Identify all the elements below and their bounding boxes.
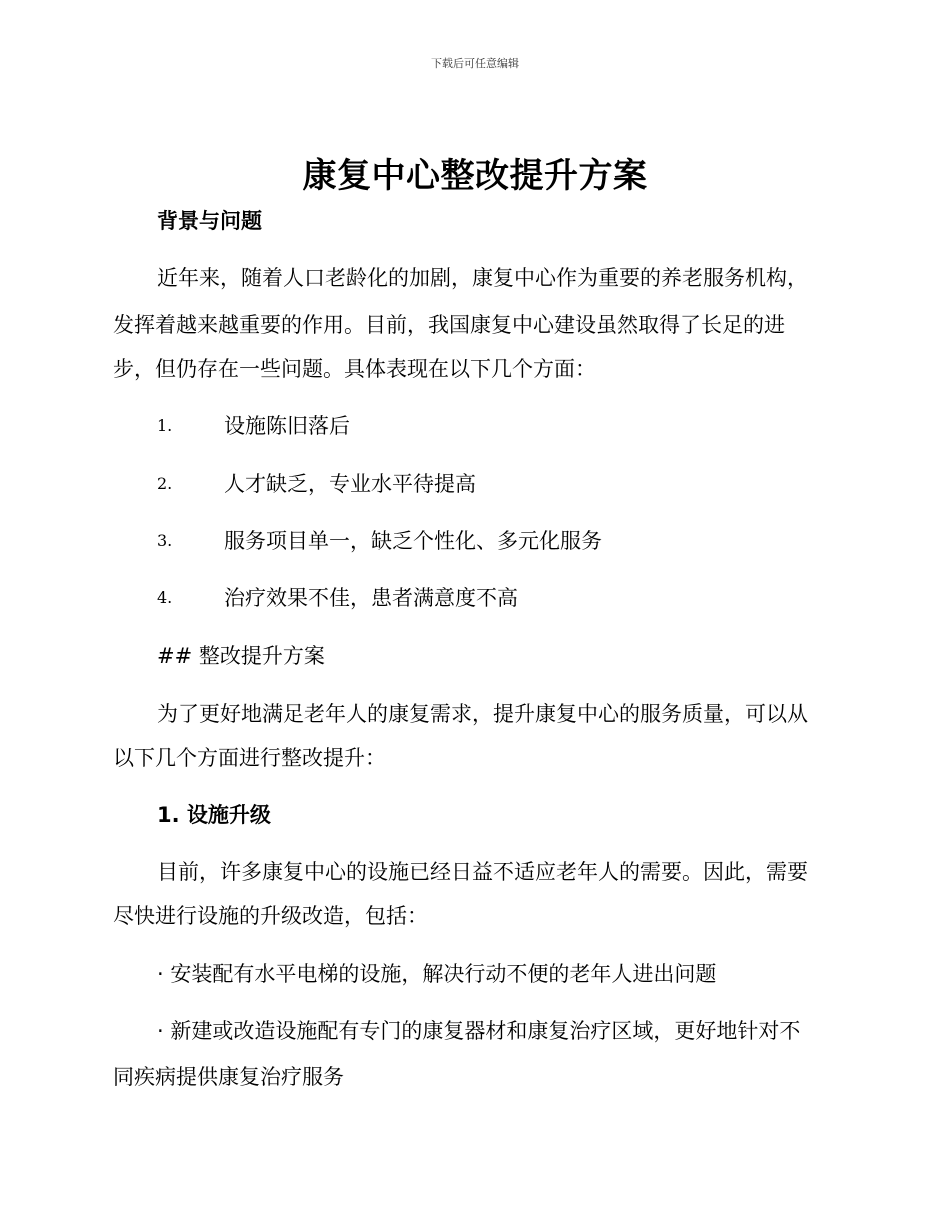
problem-list-number: 1. [157,416,173,435]
bullet-item-equipment-line-1: · 新建或改造设施配有专门的康复器材和康复治疗区域，更好地针对不 [157,1019,801,1043]
subsection-heading-facility: 1. 设施升级 [157,803,271,827]
intro-paragraph-line-3: 步，但仍存在一些问题。具体表现在以下几个方面： [113,357,596,381]
problem-list-number: 4. [157,588,173,607]
problem-list-text: 设施陈旧落后 [224,414,350,438]
problem-list-number: 3. [157,531,173,550]
facility-paragraph-line-2: 尽快进行设施的升级改造，包括： [113,904,428,928]
plan-intro-line-2: 以下几个方面进行整改提升： [113,746,386,770]
section-heading-background: 背景与问题 [157,209,262,233]
problem-list-text: 人才缺乏，专业水平待提高 [224,472,476,496]
page-header-note: 下载后可任意编辑 [431,57,519,70]
bullet-item-elevator: · 安装配有水平电梯的设施，解决行动不便的老年人进出问题 [157,962,717,986]
section-heading-plan: ## 整改提升方案 [157,644,325,668]
problem-list-text: 服务项目单一，缺乏个性化、多元化服务 [224,529,602,553]
problem-list-text: 治疗效果不佳，患者满意度不高 [224,586,518,610]
intro-paragraph-line-1: 近年来，随着人口老龄化的加剧，康复中心作为重要的养老服务机构， [157,266,808,290]
plan-intro-line-1: 为了更好地满足老年人的康复需求，提升康复中心的服务质量，可以从 [157,702,808,726]
problem-list-number: 2. [157,474,173,493]
intro-paragraph-line-2: 发挥着越来越重要的作用。目前，我国康复中心建设虽然取得了长足的进 [113,313,785,337]
facility-paragraph-line-1: 目前，许多康复中心的设施已经日益不适应老年人的需要。因此，需要 [157,860,808,884]
document-title: 康复中心整改提升方案 [302,156,648,196]
bullet-item-equipment-line-2: 同疾病提供康复治疗服务 [113,1065,344,1089]
